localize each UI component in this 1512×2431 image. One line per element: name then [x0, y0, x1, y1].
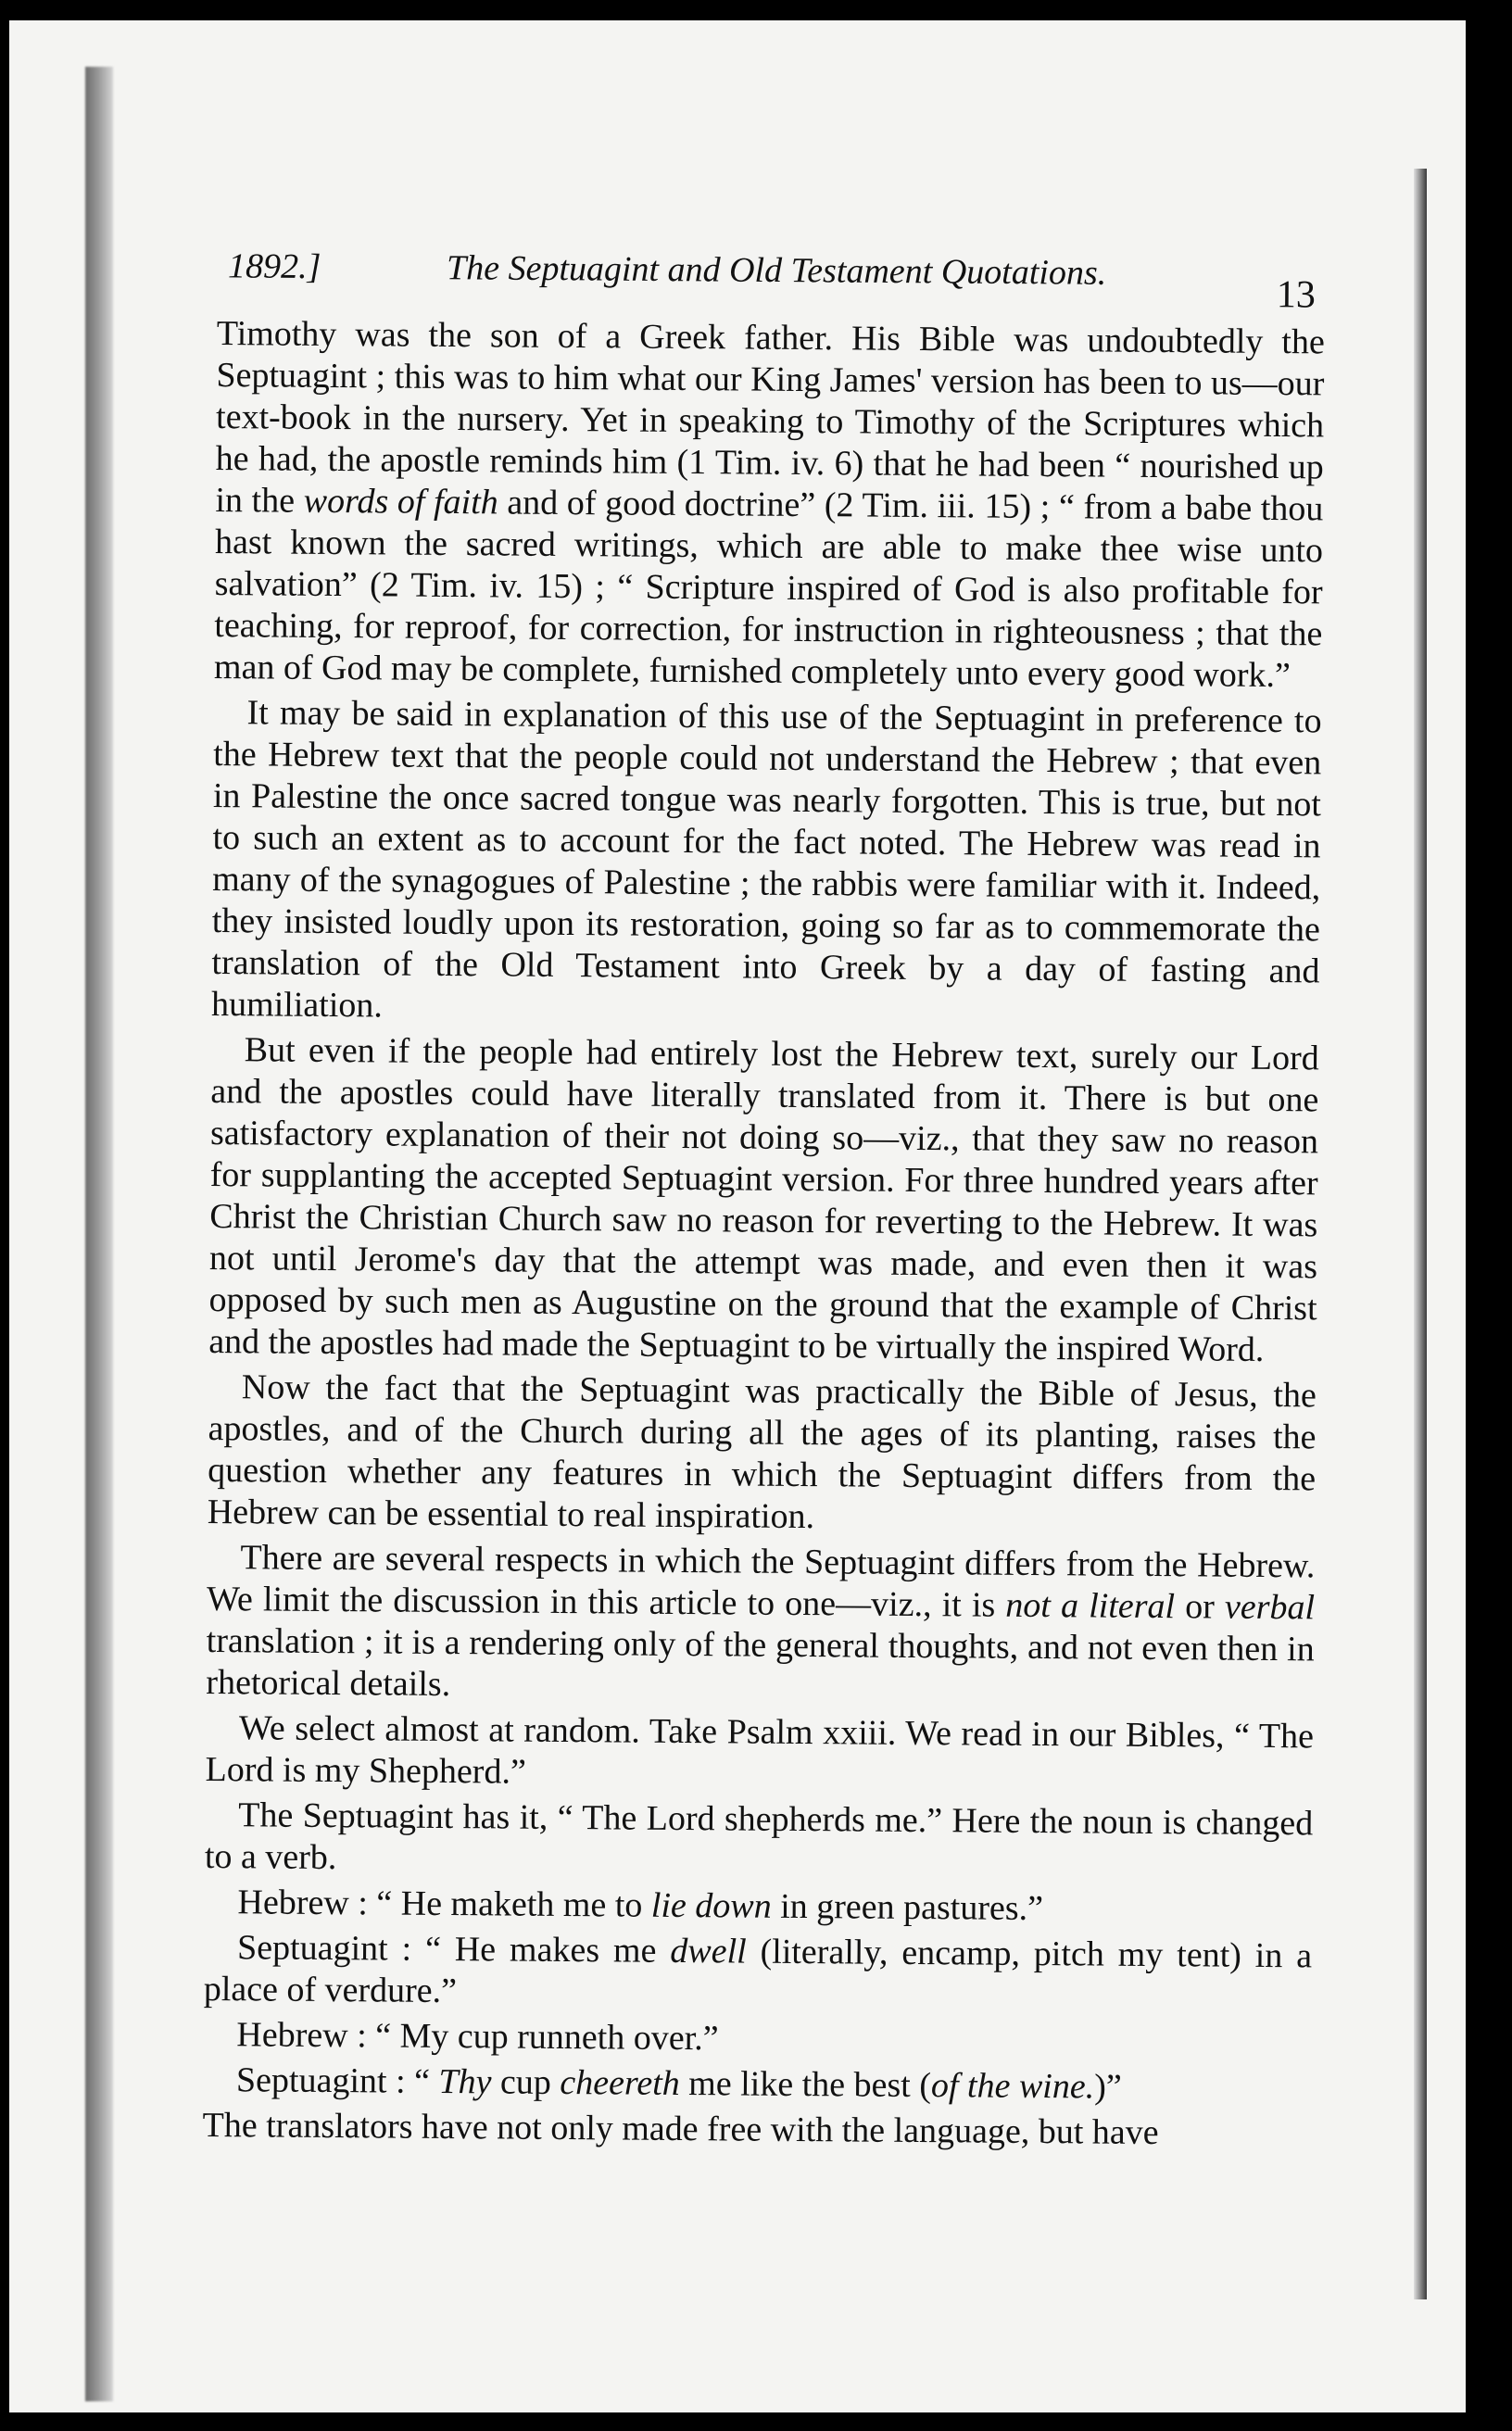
paragraph-3: But even if the people had entirely lost the Hebrew text, surely our Lord and the apostles could have literally translated from it. There is but one satisfactory explanation of their not doing so—viz., that they saw no reason for supplanting the accepted Septuagint version. For three hundred years after Christ the Christian Church saw no reason for reverting to the Hebrew. It was not until Jerome's day that the attempt was made, and even then it was opposed by such men as Augustine on the ground that the example of Christ and the apostles had made the Septuagint to be virtually the inspired Word.	[208, 1030, 1319, 1369]
page-body	[202, 313, 1325, 2159]
emphasis: verbal	[1224, 1587, 1316, 1628]
emphasis: dwell	[670, 1931, 747, 1971]
paragraph-5: There are several respects in which the Septuagint differs from the Hebrew. We limit the discussion in this article to one—viz., it is not a literal or verbal translation ; it is a rendering only of the general thoughts, and not even then in rhetorical details.	[206, 1538, 1316, 1705]
emphasis: words of faith	[303, 481, 498, 523]
paragraph-10: Hebrew : “ My cup runneth over.”	[236, 2015, 719, 2059]
paragraph-6: We select almost at random. Take Psalm xxiii. We read in our Bibles, “ The Lord is my Shepherd.”	[205, 1708, 1315, 1792]
emphasis: of the wine.	[930, 2066, 1095, 2107]
paragraph-4: Now the fact that the Septuagint was practically the Bible of Jesus, the apostles, and of the Church during all the ages of its planting, raises the question whether any features in which the Septuagint differs from the Hebrew can be essential to real inspiration.	[207, 1367, 1317, 1537]
header-running-title: The Septuagint and Old Testament Quotations.	[446, 248, 1107, 293]
paragraph-11: Septuagint : “ Thy cup cheereth me like the best (of the wine.)”	[235, 2060, 1122, 2107]
paragraph-9: Septuagint : “ He makes me dwell (literally, encamp, pitch my tent) in a place of verdure.”	[203, 1928, 1313, 2011]
emphasis: Thy	[438, 2061, 492, 2102]
paragraph-7: The Septuagint has it, “ The Lord shepherds me.” Here the noun is changed to a verb.	[204, 1795, 1314, 1878]
page-number: 13	[1276, 273, 1317, 317]
paragraph-12: The translators have not only made free with the language, but have	[202, 2105, 1159, 2153]
book-page	[9, 20, 1466, 2412]
paragraph-2: It may be said in explanation of this use of the Septuagint in preference to the Hebrew text that the people could not understand the Hebrew ; that even in Palestine the once sacred tongue was nearly forgotten. This is true, but not to such an extent as to account for the fact noted. The Hebrew was read in many of the synagogues of Palestine ; the rabbis were familiar with it. Indeed, they insisted loudly upon its restoration, going so far as to commemorate the translation of the Old Testament into Greek by a day of fasting and humiliation.	[210, 693, 1322, 1026]
emphasis: cheereth	[560, 2062, 680, 2103]
book-spine-shadow	[85, 67, 113, 2401]
emphasis: not a literal	[1005, 1585, 1176, 1627]
page-edge-shadow	[1414, 169, 1427, 2299]
emphasis: lie down	[650, 1885, 772, 1926]
paragraph-1: Timothy was the son of a Greek father. His Bible was undoubtedly the Septuagint ; this was to him what our King James' version has been to us—our text-book in the nursery. Yet in speaking to Timothy of the Scriptures which he had, the apostle reminds him (1 Tim. iv. 6) that he had been “ nourished up in the words of faith and of good doctrine” (2 Tim. iii. 15) ; “ from a babe thou hast known the sacred writings, which are able to make thee wise unto salvation” (2 Tim. iv. 15) ; “ Scripture inspired of God is also profitable for teaching, for reproof, for correction, for instruction in righteousness ; that the man of God may be complete, furnished completely unto every good work.”	[213, 313, 1325, 696]
paragraph-8: Hebrew : “ He maketh me to lie down in green pastures.”	[237, 1883, 1044, 1929]
header-year: 1892.]	[227, 246, 321, 287]
running-header	[227, 238, 1324, 317]
